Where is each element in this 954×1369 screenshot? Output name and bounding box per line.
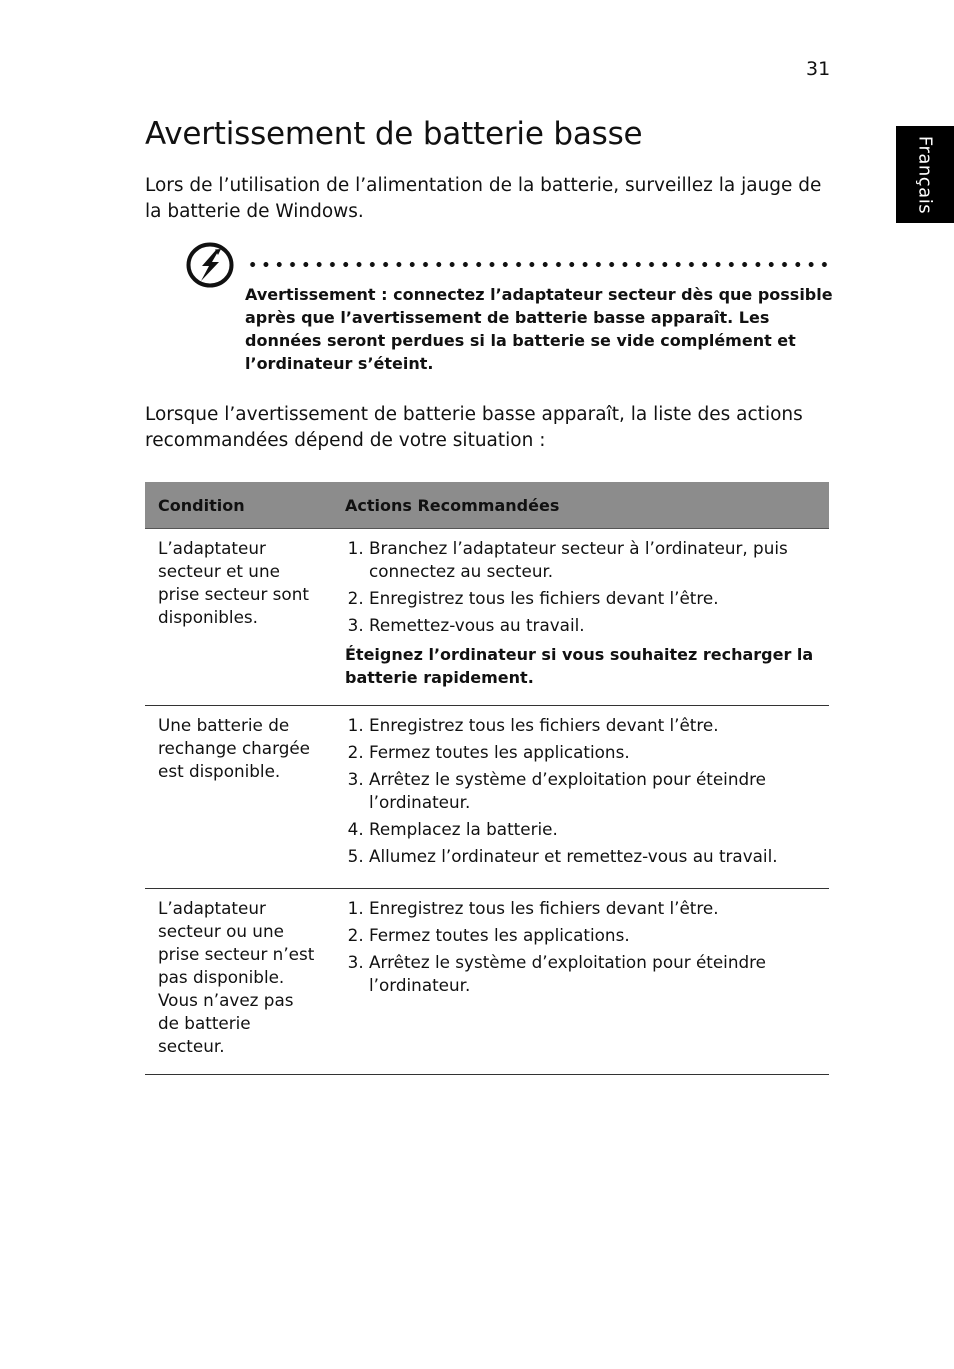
actions-cell bbox=[332, 889, 829, 1075]
actions-cell bbox=[332, 706, 829, 889]
step-item: 2. Fermez toutes les applications. bbox=[369, 924, 816, 947]
table-row bbox=[145, 706, 829, 889]
header-actions: Actions Recommandées bbox=[332, 482, 829, 529]
steps-list bbox=[345, 897, 816, 997]
step-item: 2. Enregistrez tous les fichiers devant l’être. bbox=[369, 587, 816, 610]
table-row bbox=[145, 529, 829, 706]
step-item: 3. Arrêtez le système d’exploitation pour éteindre l’ordinateur. bbox=[369, 768, 816, 814]
step-item: 5. Allumez l’ordinateur et remettez-vous au travail. bbox=[369, 845, 816, 868]
steps-list bbox=[345, 537, 816, 637]
step-item: 1. Branchez l’adaptateur secteur à l’ordinateur, puis connectez au secteur. bbox=[369, 537, 816, 583]
actions-cell bbox=[332, 529, 829, 706]
step-item: 3. Arrêtez le système d’exploitation pour éteindre l’ordinateur. bbox=[369, 951, 816, 997]
intro-paragraph: Lors de l’utilisation de l’alimentation de la batterie, surveillez la jauge de la batterie de Windows. bbox=[145, 175, 822, 222]
step-item: 2. Fermez toutes les applications. bbox=[369, 741, 816, 764]
lightning-warning-icon bbox=[185, 241, 235, 289]
step-item: 4. Remplacez la batterie. bbox=[369, 818, 816, 841]
warning-dotted-rule bbox=[246, 262, 830, 267]
page-title: Avertissement de batterie basse bbox=[145, 116, 643, 152]
action-note: Éteignez l’ordinateur si vous souhaitez recharger la batterie rapidement. bbox=[345, 645, 814, 687]
lead-paragraph: Lorsque l’avertissement de batterie basse apparaît, la liste des actions recommandées dépend de votre situation : bbox=[145, 404, 803, 451]
step-item: 3. Remettez-vous au travail. bbox=[369, 614, 816, 637]
table-row bbox=[145, 889, 829, 1075]
step-item: 1. Enregistrez tous les fichiers devant l’être. bbox=[369, 714, 816, 737]
actions-table bbox=[145, 482, 829, 1075]
language-tab-label: Français bbox=[914, 135, 936, 214]
condition-cell: L’adaptateur secteur ou une prise secteur n’est pas disponible. Vous n’avez pas de batterie secteur. bbox=[145, 889, 332, 1075]
header-condition: Condition bbox=[145, 482, 332, 529]
step-item: 1. Enregistrez tous les fichiers devant l’être. bbox=[369, 897, 816, 920]
warning-text: Avertissement : connectez l’adaptateur secteur dès que possible après que l’avertissement de batterie basse apparaît. Les données seront perdues si la batterie se vide complément et l’ordinateur s’éteint. bbox=[245, 285, 833, 373]
condition-cell: L’adaptateur secteur et une prise secteur sont disponibles. bbox=[145, 529, 332, 706]
steps-list bbox=[345, 714, 816, 868]
page-number: 31 bbox=[806, 58, 831, 80]
table-header-row bbox=[145, 482, 829, 529]
language-tab bbox=[896, 126, 954, 223]
condition-cell: Une batterie de rechange chargée est disponible. bbox=[145, 706, 332, 889]
